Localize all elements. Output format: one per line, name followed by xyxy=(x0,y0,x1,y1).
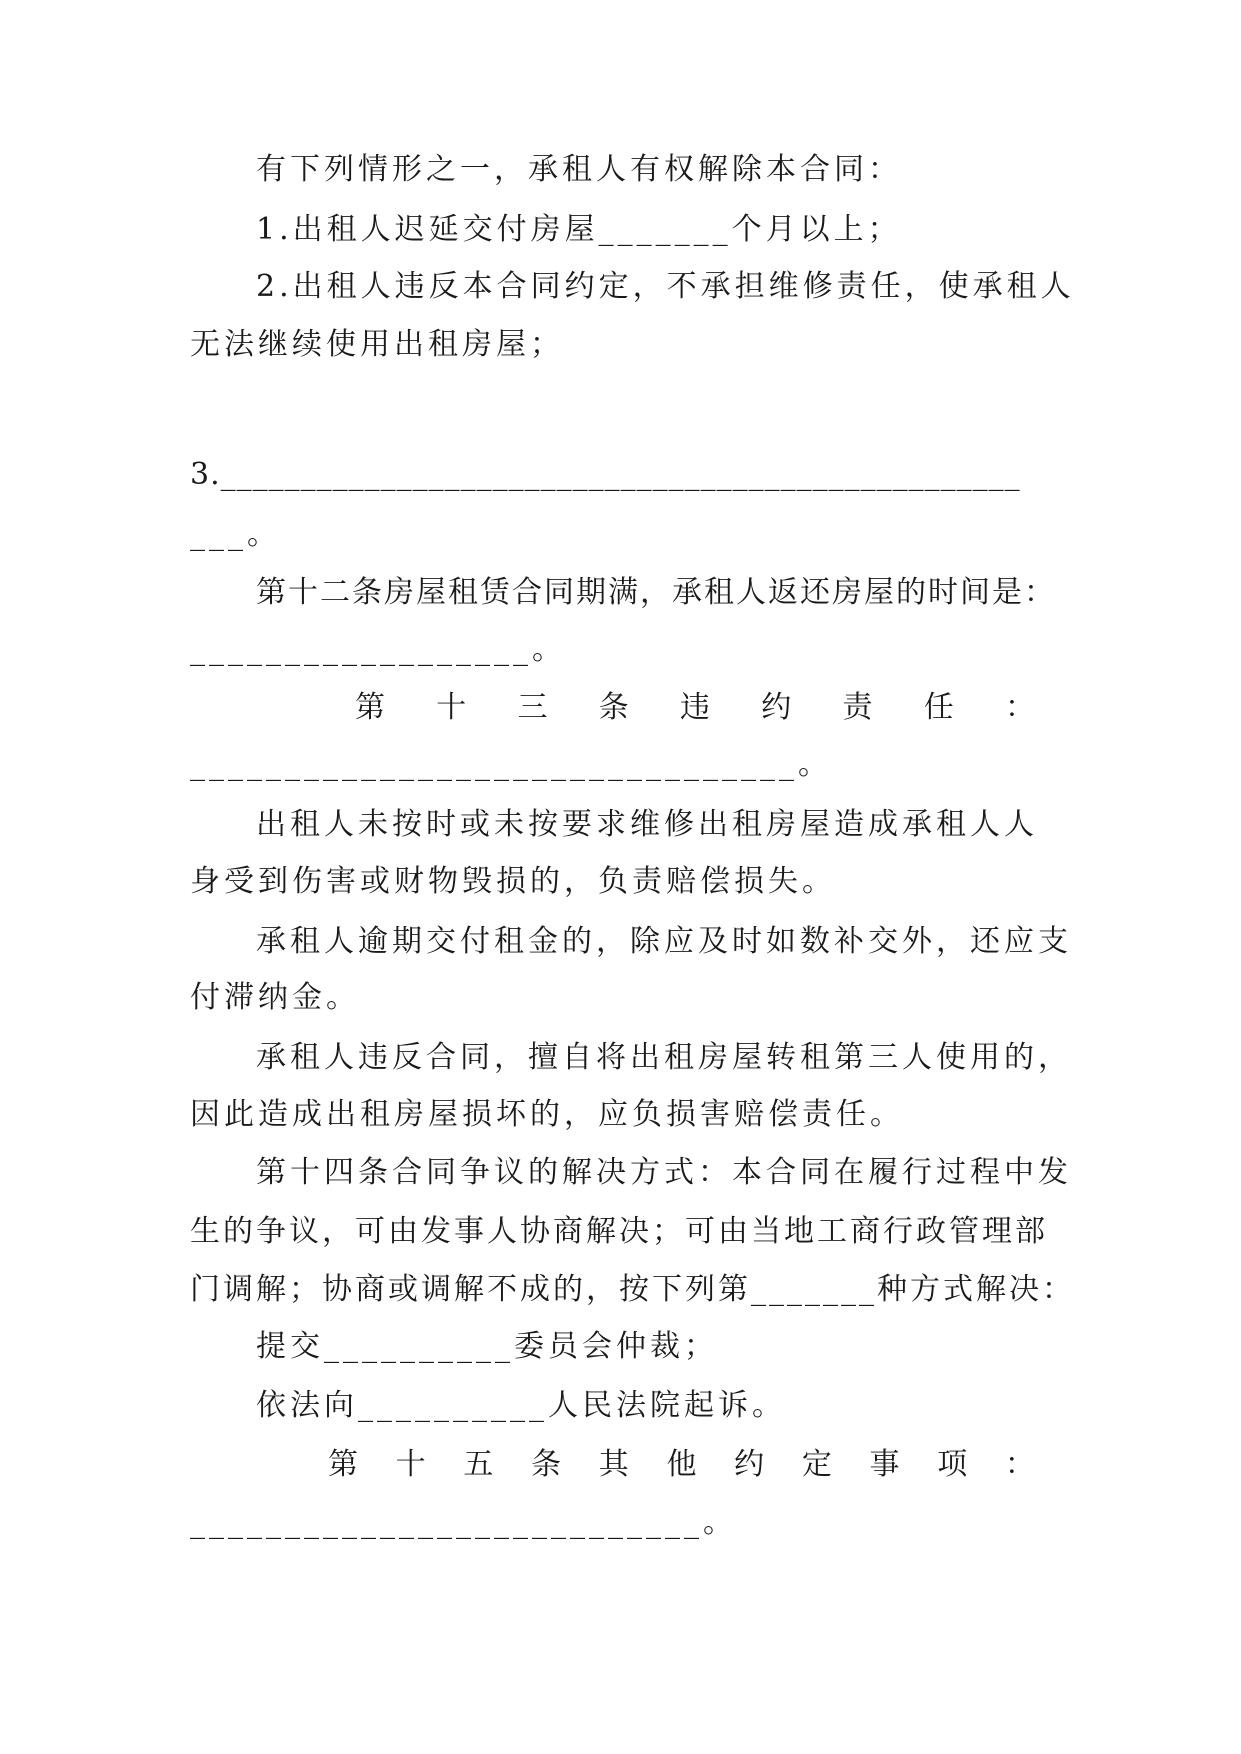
heading-char: 第 xyxy=(328,1447,358,1482)
clause-2-line-2: 无法继续使用出租房屋； xyxy=(190,327,564,362)
article-14-line-1: 第十四条合同争议的解决方式：本合同在履行过程中发 xyxy=(256,1155,1072,1190)
heading-char: 第 xyxy=(355,690,385,725)
heading-char: ： xyxy=(1005,690,1035,725)
article-12-line-2: __________________。 xyxy=(190,632,566,667)
clause-1-delay: 1.出租人迟延交付房屋_______个月以上； xyxy=(256,212,902,247)
article-12-line-1: 第十二条房屋租赁合同期满，承租人返还房屋的时间是： xyxy=(256,575,1056,610)
heading-char: 十 xyxy=(395,1447,426,1482)
heading-char: 条 xyxy=(531,1447,562,1482)
heading-char: 责 xyxy=(842,690,873,725)
heading-char: 任 xyxy=(923,690,954,725)
heading-char: 十 xyxy=(436,690,467,725)
paragraph-termination-intro: 有下列情形之一，承租人有权解除本合同： xyxy=(256,152,902,187)
sublet-line-1: 承租人违反合同，擅自将出租房屋转租第三人使用的， xyxy=(256,1040,1072,1075)
heading-char: 违 xyxy=(680,690,710,725)
late-rent-line-1: 承租人逾期交付租金的，除应及时如数补交外，还应支 xyxy=(256,924,1072,959)
article-15-heading xyxy=(328,1445,1035,1485)
heading-char: 其 xyxy=(598,1447,629,1482)
article-13-heading xyxy=(355,688,1035,728)
clause-3-line-2: ___。 xyxy=(190,517,281,552)
article-13-blank: ________________________________。 xyxy=(190,747,832,782)
heading-char: 五 xyxy=(463,1447,494,1482)
heading-char: ： xyxy=(1004,1447,1035,1482)
heading-char: 事 xyxy=(869,1447,900,1482)
heading-char: 条 xyxy=(598,690,629,725)
heading-char: 定 xyxy=(801,1447,832,1482)
heading-char: 项 xyxy=(937,1447,968,1482)
heading-char: 三 xyxy=(517,690,548,725)
heading-char: 他 xyxy=(666,1447,697,1482)
article-15-blank: ___________________________。 xyxy=(190,1505,737,1540)
clause-2-line-1: 2.出租人违反本合同约定，不承担维修责任，使承租人 xyxy=(256,269,1075,304)
article-14-line-3: 门调解；协商或调解不成的，按下列第_______种方式解决： xyxy=(190,1272,1075,1307)
sublet-line-2: 因此造成出租房屋损坏的，应负损害赔偿责任。 xyxy=(190,1097,904,1132)
liability-line-1: 出租人未按时或未按要求维修出租房屋造成承租人人 xyxy=(256,807,1038,842)
court-option: 依法向__________人民法院起诉。 xyxy=(256,1388,786,1423)
clause-3-line-1: 3.__________________________________________________ xyxy=(190,457,1021,492)
heading-char: 约 xyxy=(734,1447,765,1482)
arbitration-option: 提交__________委员会仲裁； xyxy=(256,1329,718,1364)
article-14-line-2: 生的争议，可由发事人协商解决；可由当地工商行政管理部 xyxy=(190,1214,1048,1249)
heading-char: 约 xyxy=(761,690,792,725)
late-rent-line-2: 付滞纳金。 xyxy=(190,980,360,1015)
liability-line-2: 身受到伤害或财物毁损的，负责赔偿损失。 xyxy=(190,864,836,899)
